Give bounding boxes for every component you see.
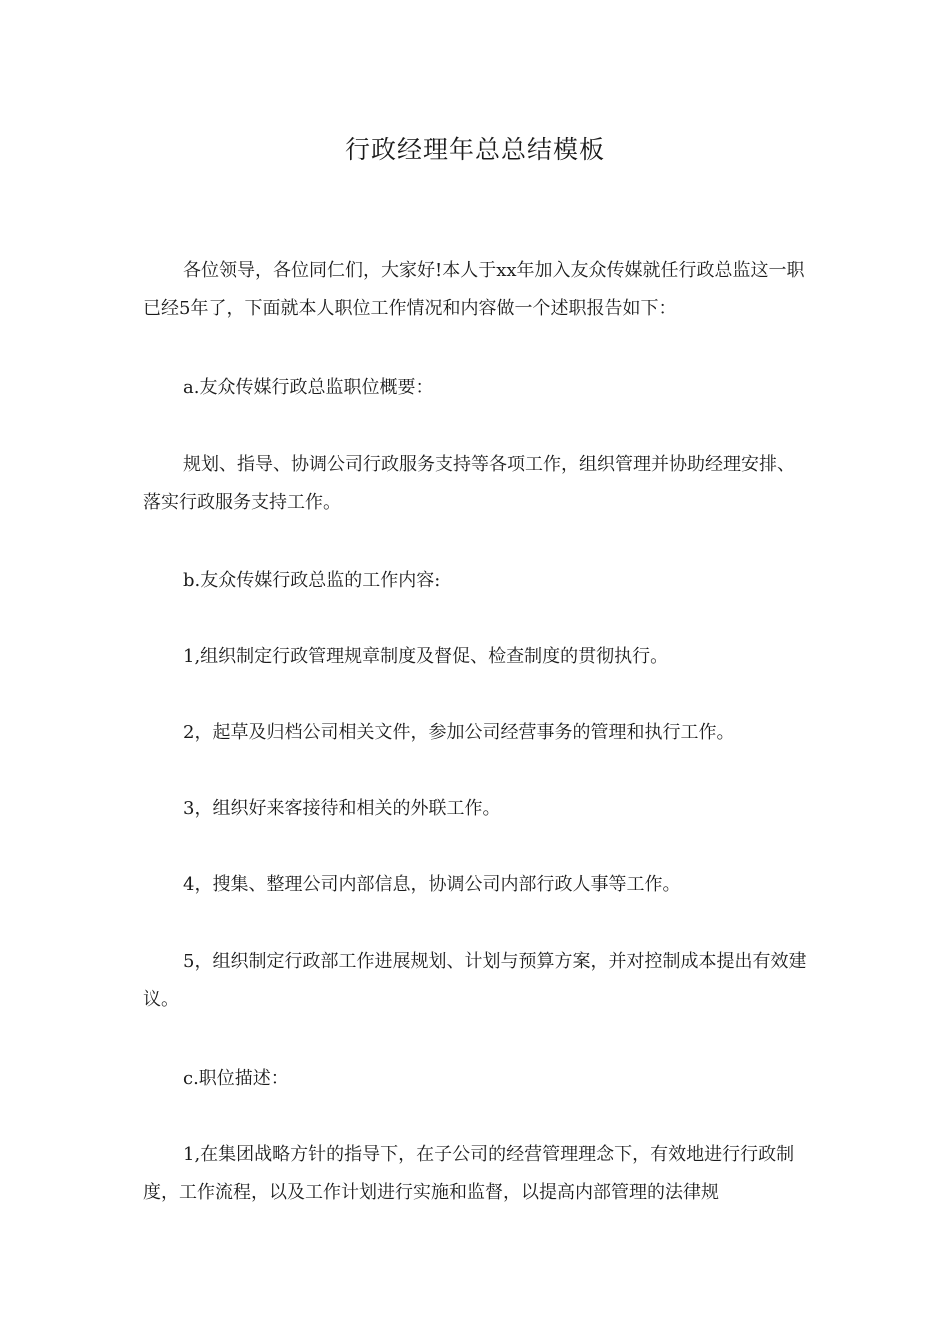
list-item-5: 5，组织制定行政部工作进展规划、计划与预算方案，并对控制成本提出有效建议。 xyxy=(143,951,807,1010)
paragraph-intro: 各位领导，各位同仁们，大家好!本人于xx年加入友众传媒就任行政总监这一职已经5年了，下面就本人职位工作情况和内容做一个述职报告如下： xyxy=(143,260,805,319)
list-item-1: 1,组织制定行政管理规章制度及督促、检查制度的贯彻执行。 xyxy=(183,646,669,667)
list-item-3: 3，组织好来客接待和相关的外联工作。 xyxy=(183,798,501,819)
list-item-4: 4，搜集、整理公司内部信息，协调公司内部行政人事等工作。 xyxy=(183,874,681,895)
heading-a: a.友众传媒行政总监职位概要： xyxy=(183,377,434,398)
paragraph-description-1: 1,在集团战略方针的指导下，在子公司的经营管理理念下，有效地进行行政制度，工作流程，以及工作计划进行实施和监督，以提高内部管理的法律规 xyxy=(143,1144,795,1203)
list-item-2: 2，起草及归档公司相关文件，参加公司经营事务的管理和执行工作。 xyxy=(183,722,735,743)
heading-b: b.友众传媒行政总监的工作内容: xyxy=(183,570,441,591)
document-title: 行政经理年总总结模板 xyxy=(344,135,605,164)
heading-c: c.职位描述： xyxy=(183,1068,289,1089)
paragraph-job-summary: 规划、指导、协调公司行政服务支持等各项工作，组织管理并协助经理安排、落实行政服务支持工作。 xyxy=(143,454,795,513)
